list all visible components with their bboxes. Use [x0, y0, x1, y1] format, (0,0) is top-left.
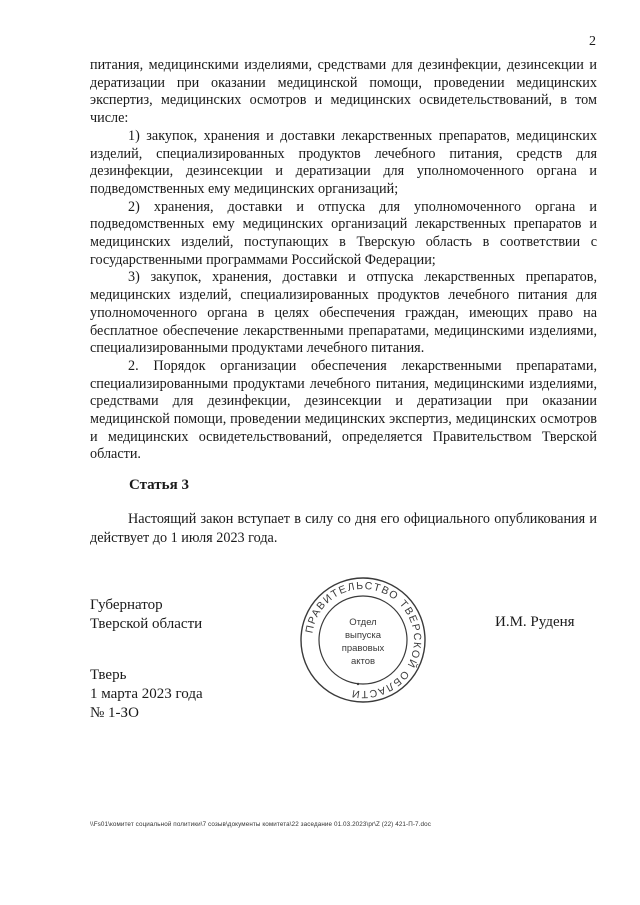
stamp-ring-text: ПРАВИТЕЛЬСТВО ТВЕРСКОЙ ОБЛАСТИ	[303, 579, 424, 701]
city: Тверь	[90, 667, 127, 683]
stamp-line-2: выпуска	[344, 630, 382, 641]
paragraph-item-1: 1) закупок, хранения и доставки лекарственных препаратов, медицинских изделий, специализированных продуктов лечебного питания, средств для дезинфекции, дезинсекции и дератизации для уполномоченного органа и подведомственных ему медицинских организаций;	[90, 127, 597, 197]
paragraph-intro: питания, медицинскими изделиями, средствами для дезинфекции, дезинсекции и дератизации при оказании медицинской помощи, проведении медицинских экспертиз, медицинских осмотров и медицинских освидетельствований, в том числе:	[90, 57, 597, 127]
paragraph-section-2: 2. Порядок организации обеспечения лекарственными препаратами, специализированными продуктами лечебного питания, медицинскими изделиями, средствами для дезинфекции, дезинсекции и дератизации при оказании медицинской помощи, проведении медицинских экспертиз, медицинских осмотров и медицинских освидетельствований, определяется Правительством Тверской области.	[90, 357, 597, 463]
signatory-position	[90, 596, 202, 634]
position-line-1: Губернатор	[90, 597, 163, 613]
official-stamp	[298, 575, 428, 705]
signatory-name: И.М. Руденя	[495, 614, 575, 630]
file-path-footer: \\Fs01\комитет социальной политики\7 созыв\документы комитета\22 заседание 01.03.2023\pr\Z (22) 421-П-7.doc	[90, 821, 431, 828]
paragraph-item-2: 2) хранения, доставки и отпуска для уполномоченного органа и подведомственных ему медицинских организаций лекарственных препаратов и медицинских изделий, поступающих в Тверскую область в соответствии с государственными программами Российской Федерации;	[90, 198, 597, 268]
stamp-line-1: Отдел	[349, 617, 377, 628]
place-date-block	[90, 666, 203, 723]
law-number: № 1-ЗО	[90, 705, 139, 721]
paragraph-item-3: 3) закупок, хранения, доставки и отпуска лекарственных препаратов, медицинских изделий, специализированных продуктов лечебного питания для уполномоченного органа в целях обеспечения граждан, имеющих право на бесплатное обеспечение лекарственными препаратами, медицинскими изделиями, специализированными продуктами лечебного питания.	[90, 269, 597, 357]
stamp-line-4: актов	[350, 656, 376, 667]
article-title: Статья 3	[129, 477, 189, 493]
stamp-dot	[357, 683, 359, 685]
page-number: 2	[589, 34, 596, 49]
position-line-2: Тверской области	[90, 616, 203, 632]
article-text: Настоящий закон вступает в силу со дня его официального опубликования и действует до 1 июля 2023 года.	[90, 511, 597, 546]
body-text	[90, 57, 597, 464]
date: 1 марта 2023 года	[90, 686, 203, 702]
stamp-line-3: правовых	[341, 643, 385, 654]
